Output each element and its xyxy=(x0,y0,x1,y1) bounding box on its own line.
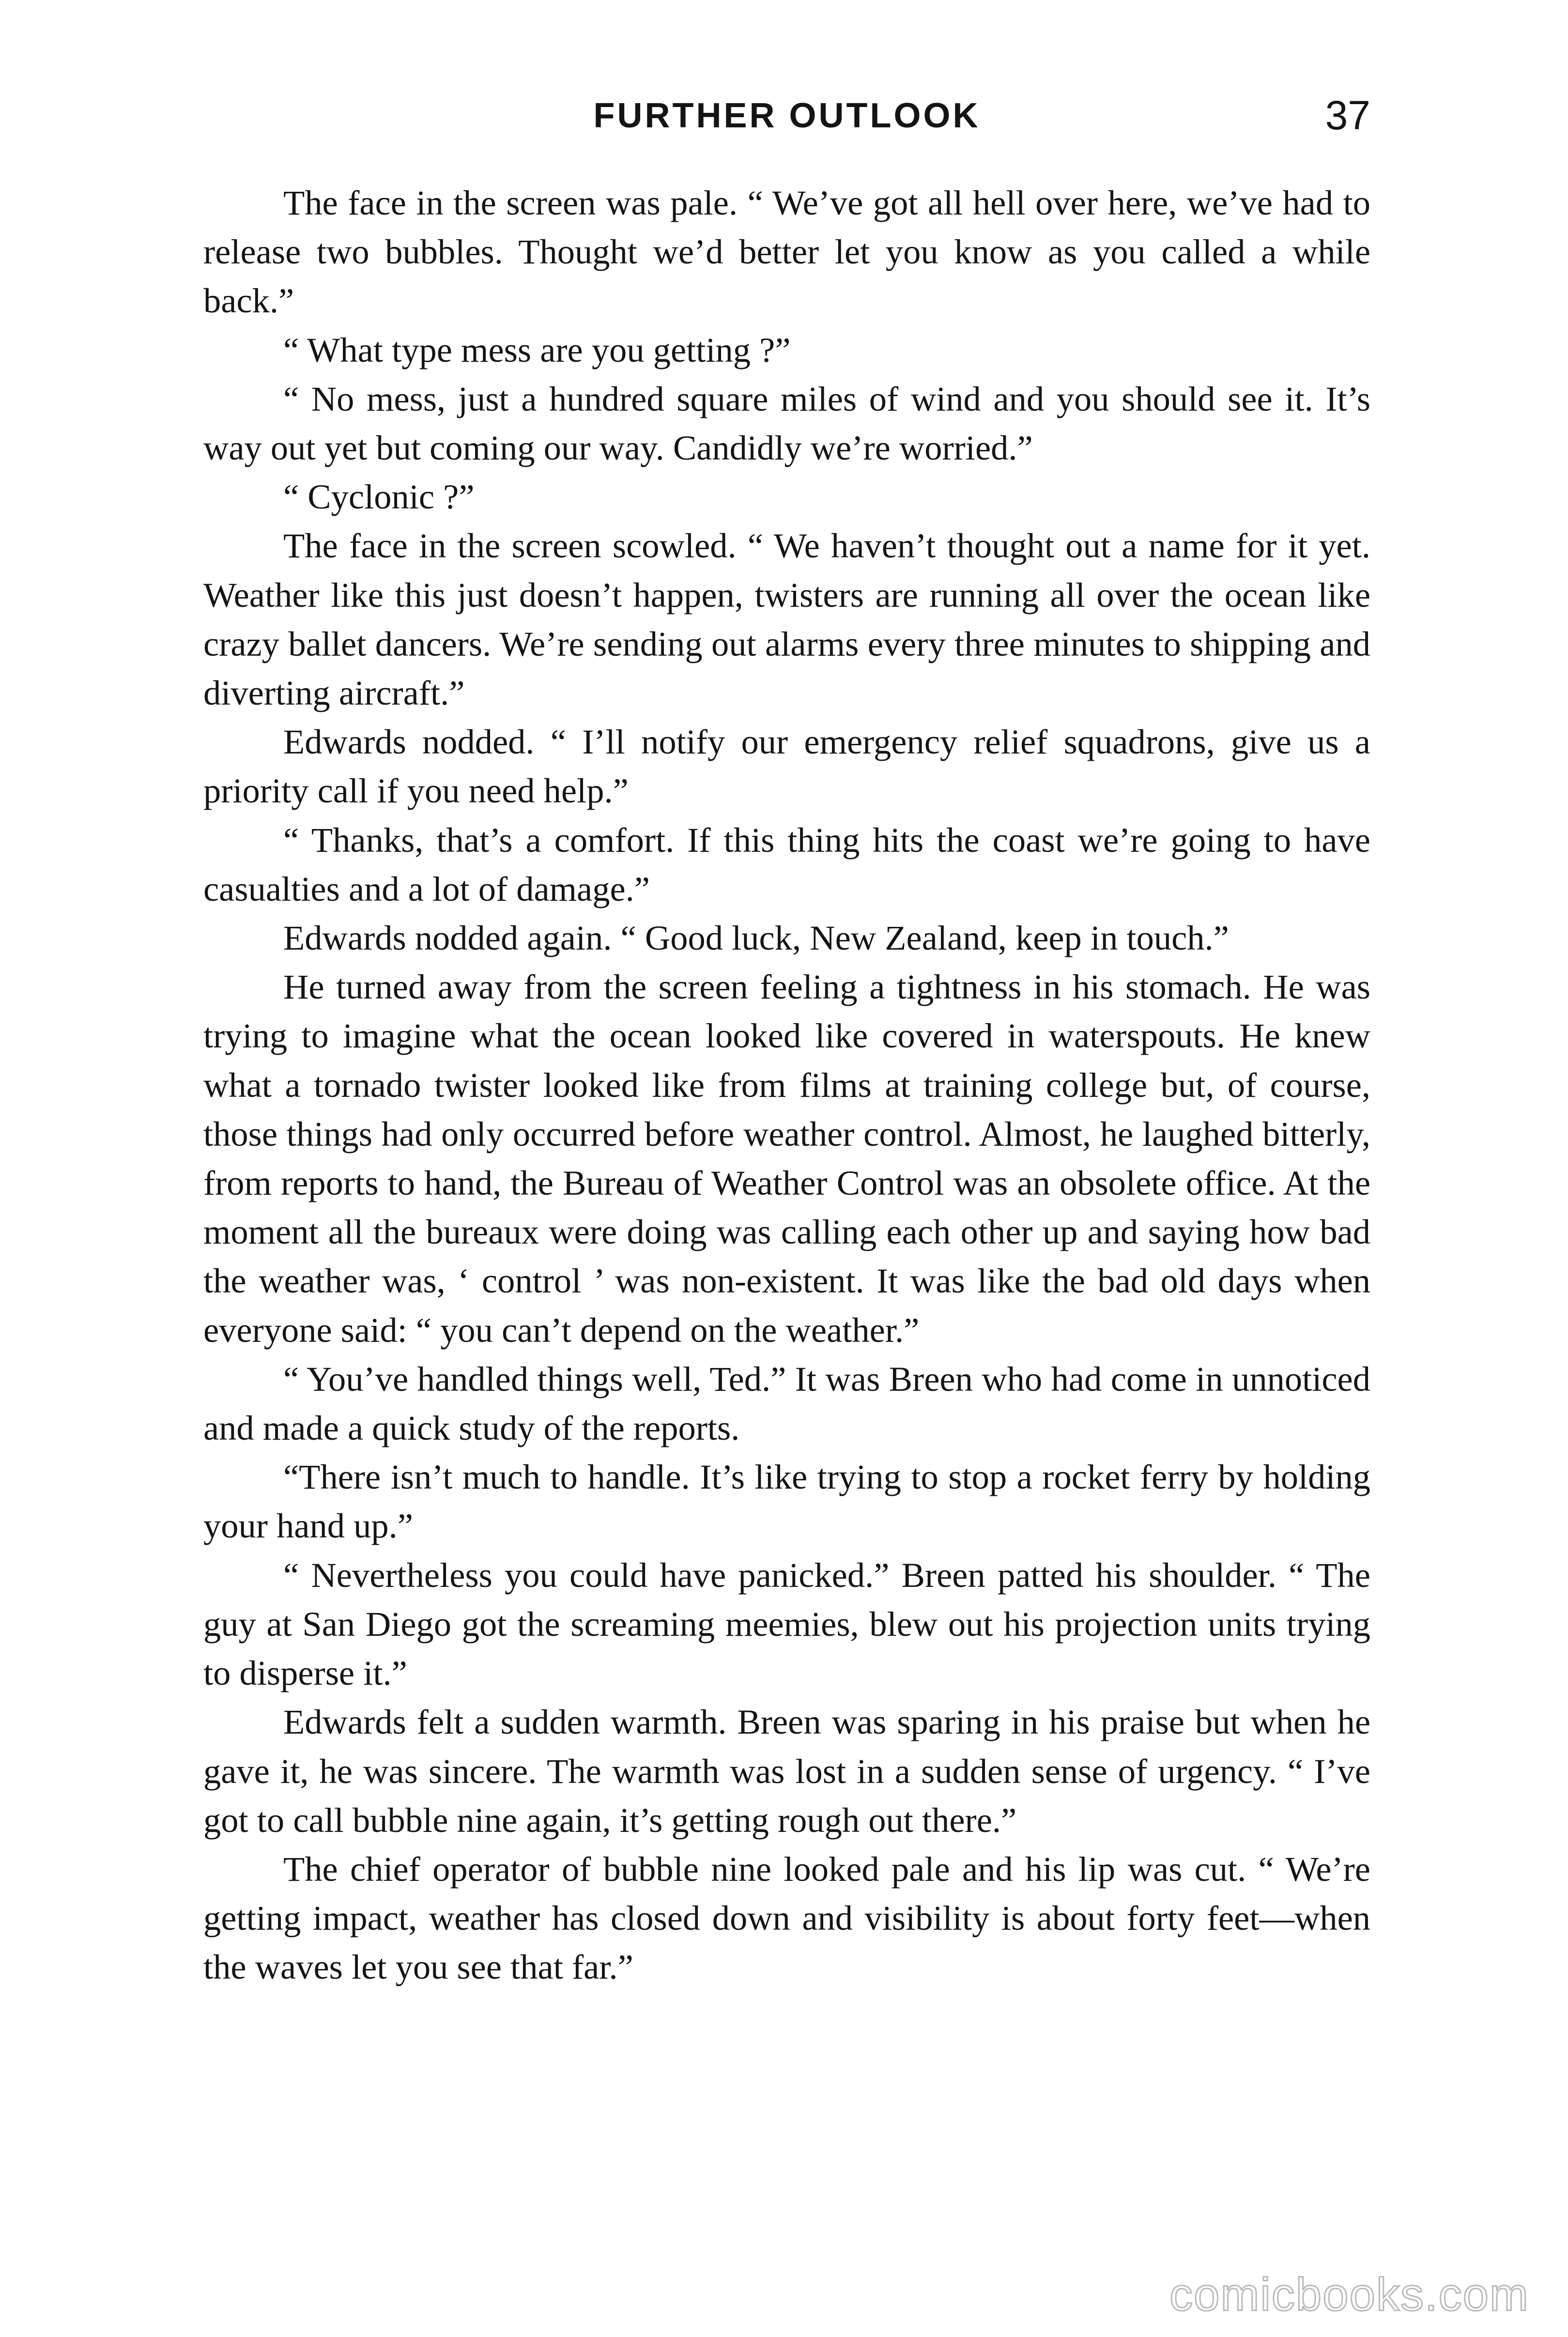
paragraph: “ Thanks, that’s a comfort. If this thing hits the coast we’re going to have casualties and a lot of damage.” xyxy=(203,820,1370,908)
paragraph: He turned away from the screen feeling a tightness in his stomach. He was trying to imagine what the ocean looked like covered in waterspouts. He knew what a tornado twister looked like from films at training college but, of course, those things had only occurred before weather control. Almost, he laughed bitterly, from reports to hand, the Bureau of Weather Control was an obsolete office. At the moment all the bureaux were doing was calling each other up and saying how bad the weather was, ‘ control ’ was non-existent. It was like the bad old days when everyone said: “ you can’t depend on the weather.” xyxy=(203,967,1370,1350)
watermark: comicbooks.com xyxy=(1169,2269,1529,2321)
paragraph: “ Cyclonic ?” xyxy=(283,477,475,517)
paragraph: “ What type mess are you getting ?” xyxy=(283,330,791,369)
chapter-title: FURTHER OUTLOOK xyxy=(593,96,981,135)
page-number: 37 xyxy=(1325,92,1370,138)
paragraph: The chief operator of bubble nine looked pale and his lip was cut. “ We’re getting impact, weather has closed down and visibility is about forty feet—when the waves let you see that far.” xyxy=(203,1849,1370,1987)
running-header xyxy=(203,92,1370,150)
paragraph: The face in the screen was pale. “ We’ve got all hell over here, we’ve had to release two bubbles. Thought we’d better let you know as you called a while back.” xyxy=(203,183,1370,321)
paragraph: Edwards nodded. “ I’ll notify our emergency relief squadrons, give us a priority call if you need help.” xyxy=(203,722,1370,811)
paragraph: “ You’ve handled things well, Ted.” It was Breen who had come in unnoticed and made a quick study of the reports. xyxy=(203,1359,1370,1448)
paragraph: The face in the screen scowled. “ We haven’t thought out a name for it yet. Weather like this just doesn’t happen, twisters are running all over the ocean like crazy ballet dancers. We’re sending out alarms every three minutes to shipping and diverting aircraft.” xyxy=(203,526,1370,713)
paragraph: “ No mess, just a hundred square miles of wind and you should see it. It’s way out yet but coming our way. Candidly we’re worried.” xyxy=(203,379,1370,468)
paragraph: Edwards nodded again. “ Good luck, New Zealand, keep in touch.” xyxy=(283,918,1229,958)
paragraph: “There isn’t much to handle. It’s like trying to stop a rocket ferry by holding your hand up.” xyxy=(203,1457,1370,1546)
body-text xyxy=(203,178,1370,1992)
paragraph: Edwards felt a sudden warmth. Breen was sparing in his praise but when he gave it, he was sincere. The warmth was lost in a sudden sense of urgency. “ I’ve got to call bubble nine again, it’s getting rough out there.” xyxy=(203,1702,1370,1840)
paragraph: “ Nevertheless you could have panicked.” Breen patted his shoulder. “ The guy at San Diego got the screaming meemies, blew out his projection units trying to disperse it.” xyxy=(203,1555,1370,1693)
